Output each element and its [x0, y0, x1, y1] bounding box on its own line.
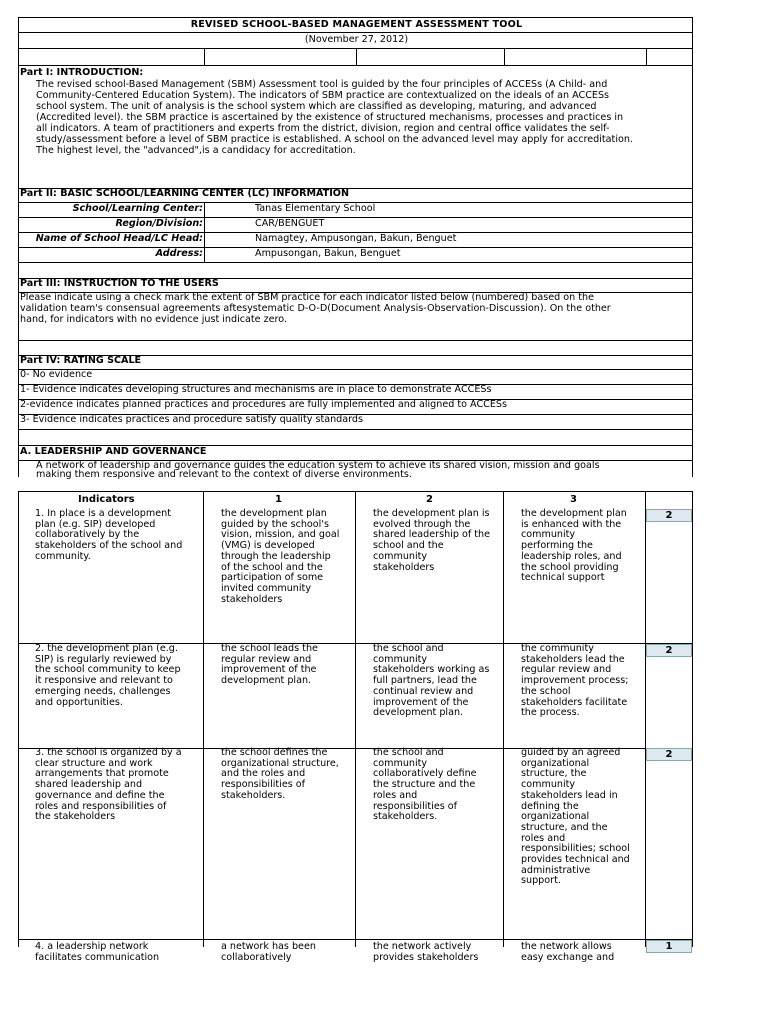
part2-heading: Part II: BASIC SCHOOL/LEARNING CENTER (LC) INFORMATION	[20, 188, 349, 199]
level-2-text: the development plan is evolved through the shared leadership of the school and the community stakeholders	[373, 508, 491, 573]
level-1-text: the school defines the organizational structure, and the roles and responsibilities of stakeholders.	[221, 747, 339, 801]
part1-line: Community-Centered Education System). The indicators of SBM practice are contextualized on the ideals of an ACCESs	[36, 90, 610, 101]
col-header-indicators: Indicators	[78, 494, 135, 505]
section-a-intro-line: A network of leadership and governance guides the education system to achieve its shared vision, mission and goals	[36, 460, 600, 471]
scale-item: 1- Evidence indicates developing structures and mechanisms are in place to demonstrate ACCESs	[20, 384, 492, 395]
scale-item: 2-evidence indicates planned practices and procedures are fully implemented and aligned to ACCESs	[20, 399, 507, 410]
school-value: Tanas Elementary School	[255, 203, 376, 214]
part1-line: school system. The unit of analysis is the school system which are classified as developing, maturing, and advanced	[36, 101, 597, 112]
part1-block	[18, 66, 693, 189]
info-row	[18, 218, 693, 233]
scale-item: 3- Evidence indicates practices and procedure satisfy quality standards	[20, 414, 364, 425]
part3-line: Please indicate using a check mark the extent of SBM practice for each indicator listed below (numbered) based on the	[20, 292, 595, 303]
date-text: (November 27, 2012)	[304, 34, 409, 45]
blank-row	[18, 430, 693, 446]
scale-row	[18, 370, 693, 385]
indicator-text: 1. In place is a development plan (e.g. SIP) developed collaboratively by the stakeholders of the school and community.	[35, 508, 183, 562]
part1-line: The revised school-Based Management (SBM) Assessment tool is guided by the four principles of ACCESs (A Child- and	[36, 79, 608, 90]
col-header-2: 2	[426, 494, 433, 505]
score-input[interactable]: 2	[646, 509, 692, 522]
info-row	[18, 233, 693, 248]
head-label: Name of School Head/LC Head:	[35, 233, 203, 244]
school-label: School/Learning Center:	[72, 203, 203, 214]
indicator-text: 4. a leadership network facilitates communication	[35, 941, 160, 963]
blank-row	[18, 341, 693, 356]
info-row	[18, 248, 693, 263]
page-title: REVISED SCHOOL-BASED MANAGEMENT ASSESSMENT TOOL	[190, 19, 523, 30]
scale-row	[18, 385, 693, 400]
level-3-text: the community stakeholders lead the regular review and improvement process; the school stakeholders facilitate the process.	[521, 643, 629, 719]
level-1-text: the school leads the regular review and improvement of the development plan.	[221, 643, 318, 687]
part4-heading-row	[18, 356, 693, 370]
level-3-text: guided by an agreed organizational structure, the community stakeholders lead in defining the organizational structure, and the roles and responsibilities; school provides technical and administrative support.	[521, 747, 630, 887]
blank-grid-row	[18, 49, 693, 66]
assessment-sheet	[18, 17, 694, 963]
level-2-text: the school and community stakeholders working as full partners, lead the continual review and improvement of the development plan.	[373, 643, 490, 719]
part3-block	[18, 293, 693, 341]
info-row	[18, 203, 693, 218]
region-value: CAR/BENGUET	[255, 218, 325, 229]
blank-row	[18, 263, 693, 279]
part1-line: all indicators. A team of practitioners and experts from the district, division, region and central office validates the self-	[36, 123, 610, 134]
address-value: Ampusongan, Bakun, Benguet	[255, 248, 401, 259]
part1-line: study/assessment before a level of SBM practice is established. A school on the advanced level may apply for accreditation.	[36, 134, 633, 145]
section-a-heading-row	[18, 446, 693, 461]
head-value: Namagtey, Ampusongan, Bakun, Benguet	[255, 233, 457, 244]
score-input[interactable]: 2	[646, 644, 692, 657]
level-2-text: the school and community collaboratively define the structure and the roles and responsibilities of stakeholders.	[373, 747, 477, 823]
region-label: Region/Division:	[115, 218, 203, 229]
part4-heading: Part IV: RATING SCALE	[20, 355, 142, 366]
part3-line: hand, for indicators with no evidence just indicate zero.	[20, 314, 288, 325]
col-header-1: 1	[275, 494, 282, 505]
level-3-text: the development plan is enhanced with the community performing the leadership roles, and the school providing technical support	[521, 508, 627, 584]
score-input[interactable]: 2	[646, 748, 692, 761]
indicator-text: 2. the development plan (e.g. SIP) is regularly reviewed by the school community to keep it responsive and relevant to emerging needs, challenges and opportunities.	[35, 643, 181, 708]
level-1-text: a network has been collaboratively	[221, 941, 316, 963]
col-header-3: 3	[570, 494, 577, 505]
level-1-text: the development plan guided by the school's vision, mission, and goal (VMG) is developed through the leadership of the school and the participation of some invited community stakeholders	[221, 508, 340, 605]
level-3-text: the network allows easy exchange and	[521, 941, 615, 963]
part3-line: validation team's consensual agreements aftesystematic D-O-D(Document Analysis-Observation-Discussion). On the other	[20, 303, 611, 314]
title-row	[18, 17, 693, 33]
scale-row	[18, 415, 693, 430]
score-input[interactable]: 1	[646, 940, 692, 953]
part1-line: The highest level, the "advanced",is a candidacy for accreditation.	[36, 145, 356, 156]
indicators-table	[18, 477, 693, 963]
part2-heading-row	[18, 189, 693, 203]
part1-heading: Part I: INTRODUCTION:	[20, 67, 144, 78]
section-a-intro-line: making them responsive and relevant to the context of diverse environments.	[36, 469, 412, 480]
date-row	[18, 33, 693, 49]
indicator-text: 3. the school is organized by a clear structure and work arrangements that promote shared leadership and governance and define the roles and responsibilities of the stakeholders	[35, 747, 182, 823]
address-label: Address:	[155, 248, 203, 259]
part3-heading-row	[18, 279, 693, 293]
scale-item: 0- No evidence	[20, 369, 93, 380]
section-a-heading: A. LEADERSHIP AND GOVERNANCE	[20, 446, 207, 457]
level-2-text: the network actively provides stakeholders	[373, 941, 479, 963]
part1-line: (Accredited level). the SBM practice is ascertained by the existence of structured mechanisms, processes and practices in	[36, 112, 624, 123]
scale-row	[18, 400, 693, 415]
section-a-intro	[18, 460, 693, 480]
part3-heading: Part III: INSTRUCTION TO THE USERS	[20, 278, 219, 289]
